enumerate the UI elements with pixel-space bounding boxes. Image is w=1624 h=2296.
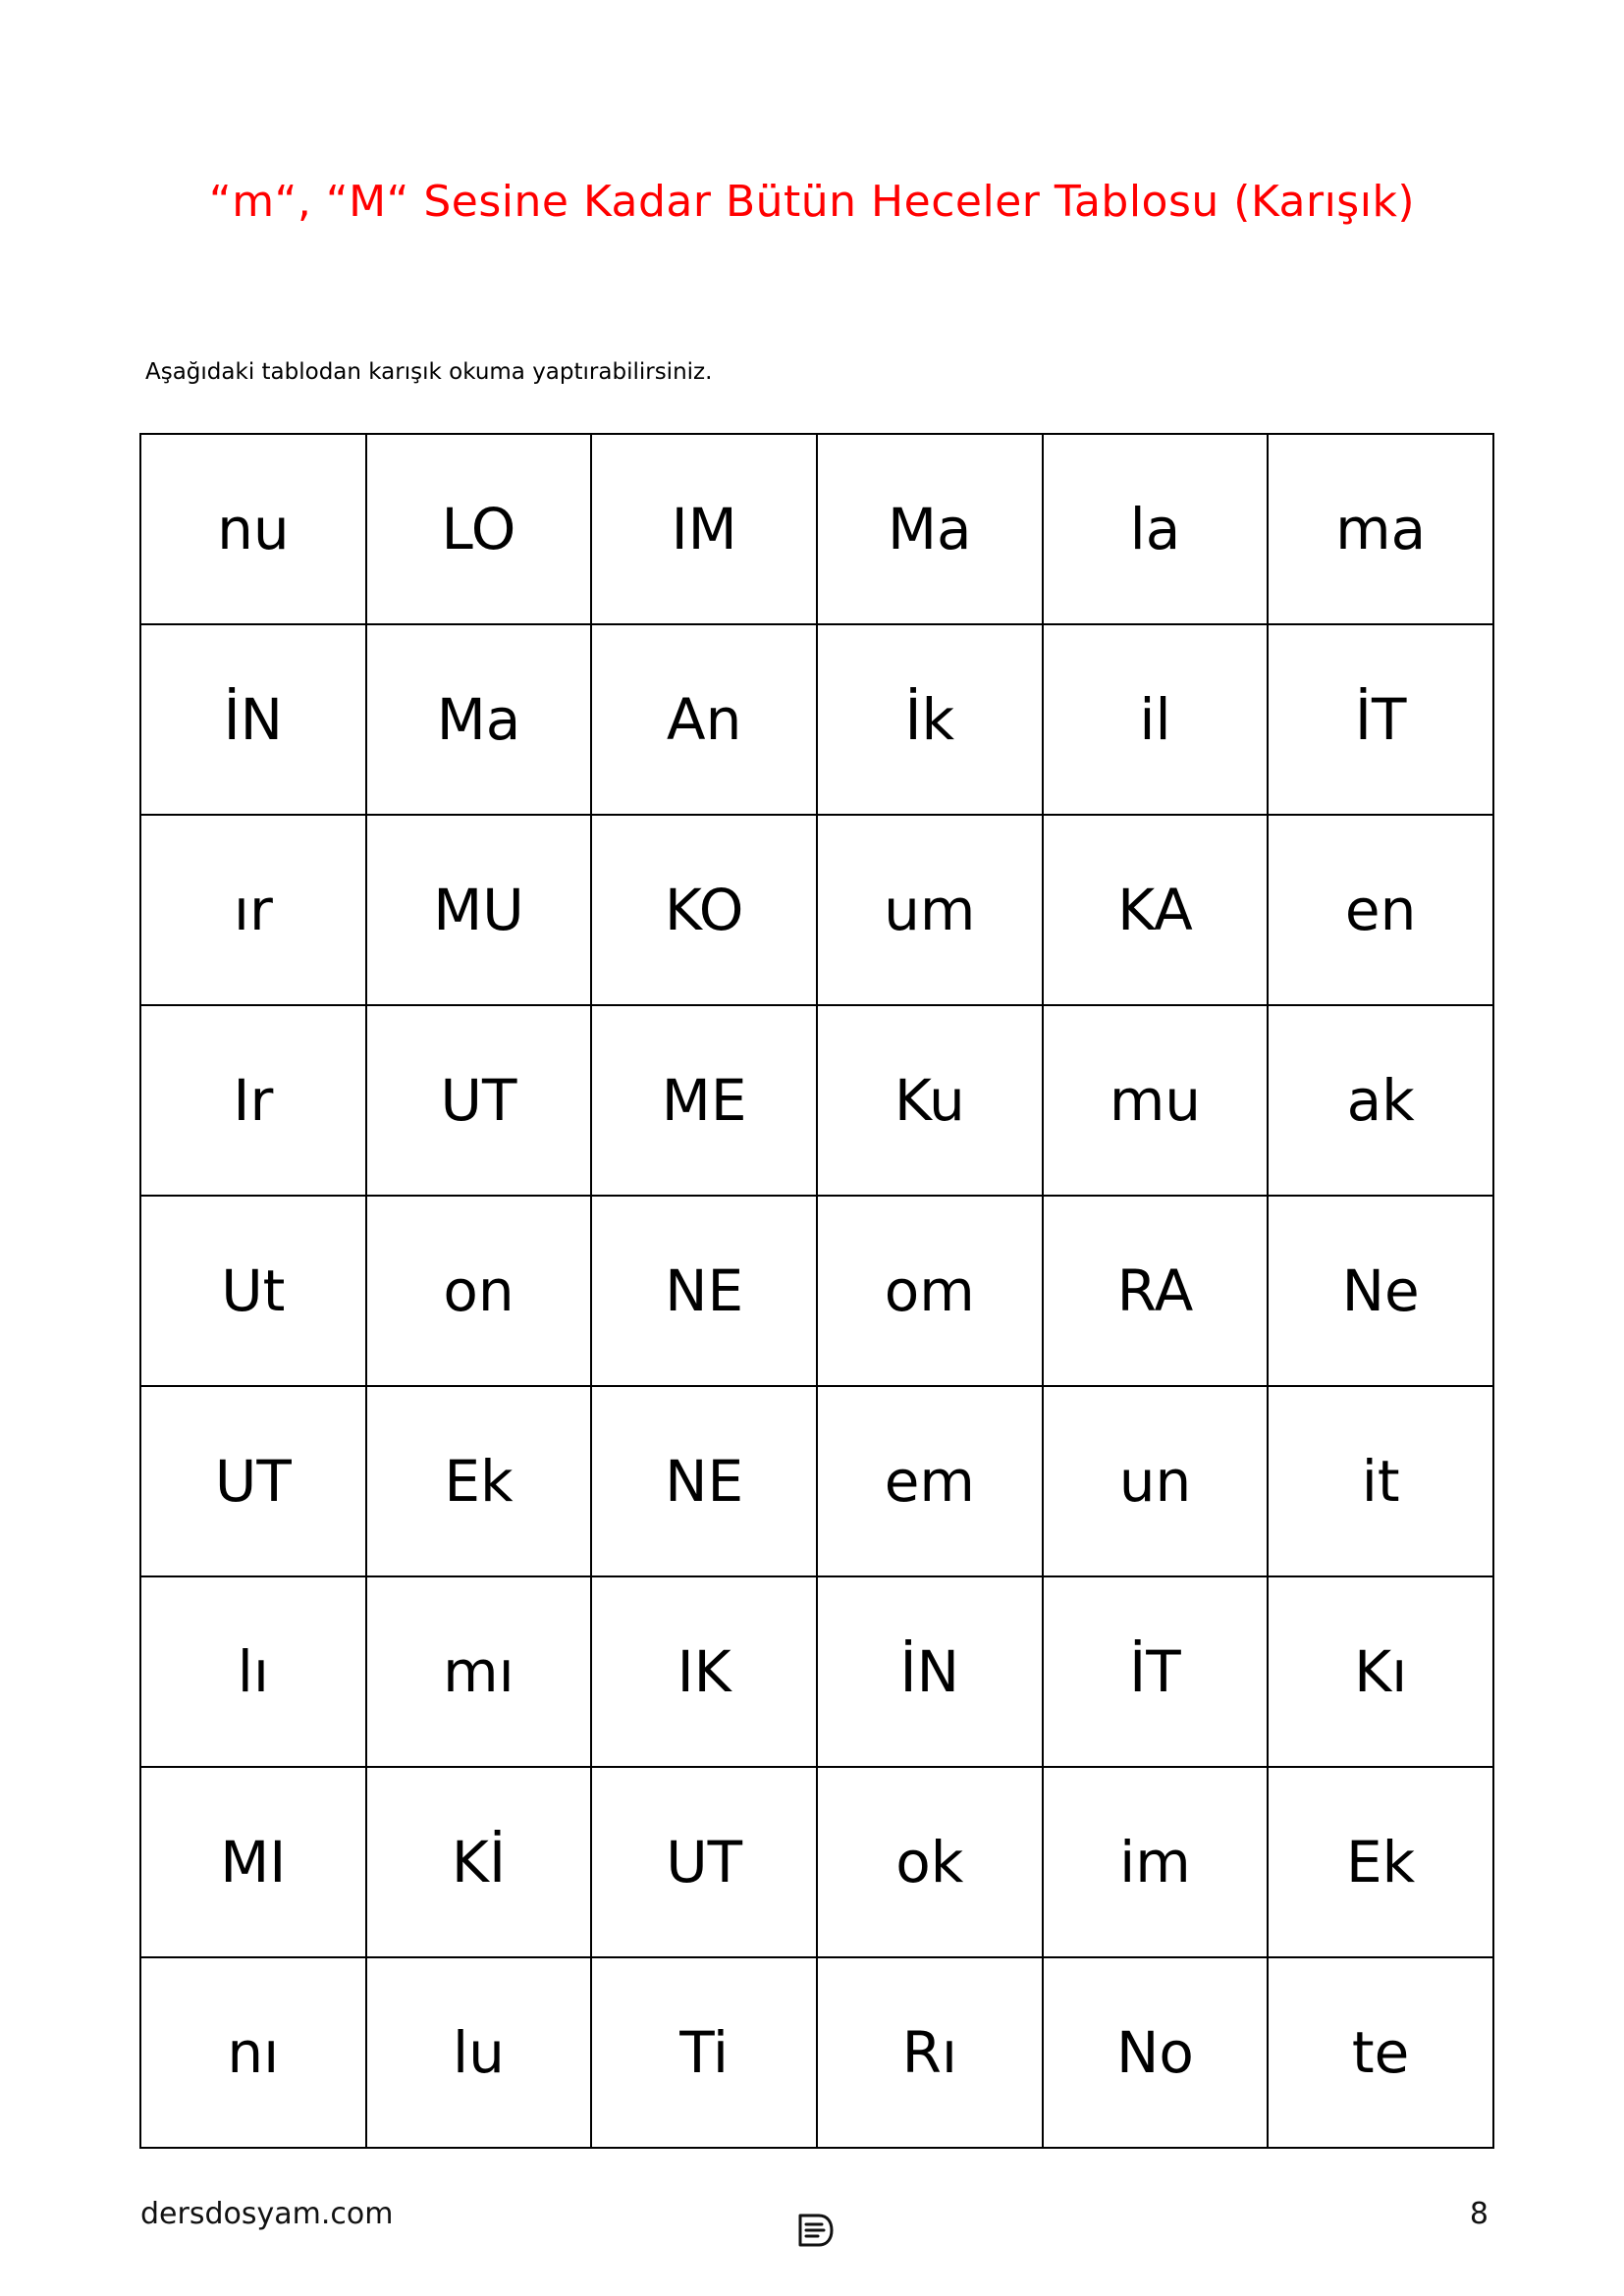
syllable-cell: on [366, 1196, 592, 1386]
syllable-cell: ak [1268, 1005, 1493, 1196]
footer-site-link[interactable]: dersdosyam.com [140, 2197, 394, 2231]
syllable-cell: KA [1043, 815, 1269, 1005]
syllable-cell: İk [817, 624, 1043, 815]
table-row [140, 1005, 1493, 1196]
syllable-cell: ME [591, 1005, 817, 1196]
page-title: “m“, “M“ Sesine Kadar Bütün Heceler Tablosu (Karışık) [208, 177, 1416, 227]
syllable-cell: IK [591, 1576, 817, 1767]
syllable-cell: il [1043, 624, 1269, 815]
syllable-cell: it [1268, 1386, 1493, 1576]
table-row [140, 815, 1493, 1005]
syllable-cell: İT [1043, 1576, 1269, 1767]
syllable-cell: ok [817, 1767, 1043, 1957]
syllable-cell: ma [1268, 434, 1493, 624]
syllable-cell: lu [366, 1957, 592, 2148]
syllable-cell: un [1043, 1386, 1269, 1576]
syllable-cell: IM [591, 434, 817, 624]
syllable-cell: MI [140, 1767, 366, 1957]
syllable-table [139, 433, 1494, 2149]
syllable-cell: KO [591, 815, 817, 1005]
syllable-cell: mı [366, 1576, 592, 1767]
syllable-cell: nu [140, 434, 366, 624]
table-row [140, 1957, 1493, 2148]
instruction-text: Aşağıdaki tablodan karışık okuma yaptırabilirsiniz. [145, 359, 713, 385]
syllable-cell: ır [140, 815, 366, 1005]
syllable-cell: Ma [817, 434, 1043, 624]
syllable-cell: om [817, 1196, 1043, 1386]
table-row [140, 1386, 1493, 1576]
page-number: 8 [1469, 2197, 1489, 2231]
syllable-cell: te [1268, 1957, 1493, 2148]
syllable-cell: LO [366, 434, 592, 624]
syllable-cell: İN [140, 624, 366, 815]
table-row [140, 1196, 1493, 1386]
syllable-cell: lı [140, 1576, 366, 1767]
syllable-cell: UT [591, 1767, 817, 1957]
syllable-cell: im [1043, 1767, 1269, 1957]
syllable-cell: NE [591, 1386, 817, 1576]
syllable-cell: Kı [1268, 1576, 1493, 1767]
syllable-cell: UT [366, 1005, 592, 1196]
syllable-cell: Ma [366, 624, 592, 815]
syllable-cell: la [1043, 434, 1269, 624]
syllable-cell: MU [366, 815, 592, 1005]
syllable-cell: Ti [591, 1957, 817, 2148]
syllable-cell: nı [140, 1957, 366, 2148]
syllable-cell: en [1268, 815, 1493, 1005]
syllable-cell: İT [1268, 624, 1493, 815]
syllable-cell: Ek [1268, 1767, 1493, 1957]
syllable-cell: Ek [366, 1386, 592, 1576]
table-row [140, 1576, 1493, 1767]
table-row [140, 434, 1493, 624]
syllable-cell: NE [591, 1196, 817, 1386]
syllable-cell: Kİ [366, 1767, 592, 1957]
syllable-cell: em [817, 1386, 1043, 1576]
syllable-cell: No [1043, 1957, 1269, 2148]
syllable-cell: Ir [140, 1005, 366, 1196]
syllable-cell: Ku [817, 1005, 1043, 1196]
table-row [140, 1767, 1493, 1957]
document-logo-icon [793, 2209, 837, 2252]
syllable-cell: An [591, 624, 817, 815]
syllable-cell: um [817, 815, 1043, 1005]
syllable-cell: Rı [817, 1957, 1043, 2148]
table-row [140, 624, 1493, 815]
syllable-cell: UT [140, 1386, 366, 1576]
syllable-cell: RA [1043, 1196, 1269, 1386]
syllable-cell: Ut [140, 1196, 366, 1386]
syllable-cell: mu [1043, 1005, 1269, 1196]
syllable-cell: İN [817, 1576, 1043, 1767]
syllable-cell: Ne [1268, 1196, 1493, 1386]
